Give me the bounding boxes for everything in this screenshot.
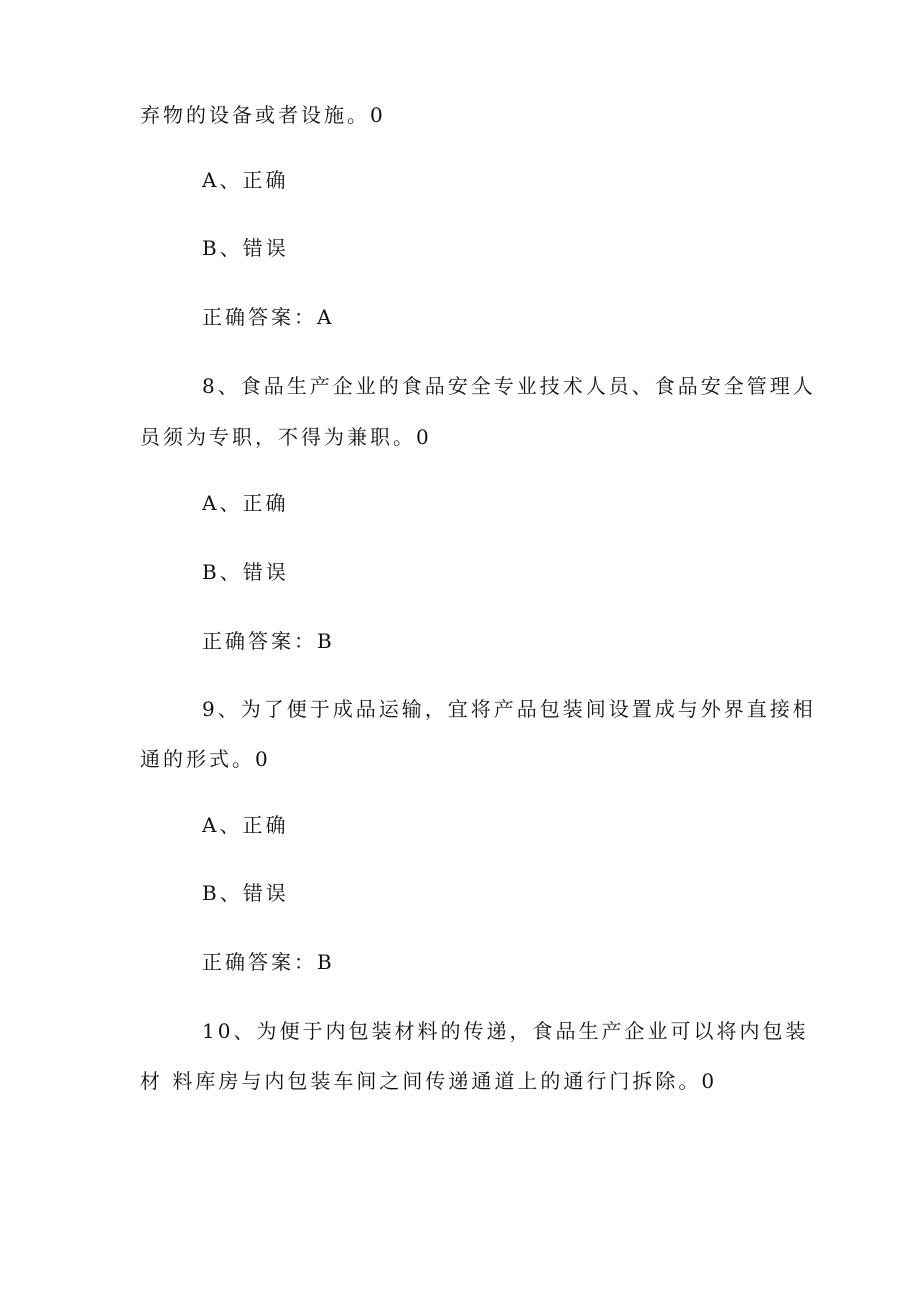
question-8-text-line2: 员须为专职，不得为兼职。0: [140, 425, 432, 449]
question-9-text-line1: 9、为了便于成品运输，宜将产品包装间设置成与外界直接相: [202, 697, 816, 721]
question-10-text-line1: 10、为便于内包装材料的传递，食品生产企业可以将内包装: [202, 1019, 809, 1043]
question-9-option-a: A、正确: [202, 813, 289, 837]
question-8-option-a: A、正确: [202, 491, 289, 515]
question-7-text-tail: 弃物的设备或者设施。0: [140, 103, 386, 127]
question-9-option-b: B、错误: [202, 881, 289, 905]
question-8-answer: 正确答案：B: [202, 629, 335, 653]
question-10-text-line2: 材 料库房与内包装车间之间传递通道上的通行门拆除。0: [140, 1069, 718, 1093]
question-9-answer: 正确答案：B: [202, 950, 335, 974]
question-7-option-a: A、正确: [202, 168, 289, 192]
question-7-answer: 正确答案：A: [202, 305, 335, 329]
question-8-option-b: B、错误: [202, 560, 289, 584]
question-7-option-b: B、错误: [202, 236, 289, 260]
question-8-text-line1: 8、食品生产企业的食品安全专业技术人员、食品安全管理人: [202, 374, 816, 398]
question-9-text-line2: 通的形式。0: [140, 747, 271, 771]
